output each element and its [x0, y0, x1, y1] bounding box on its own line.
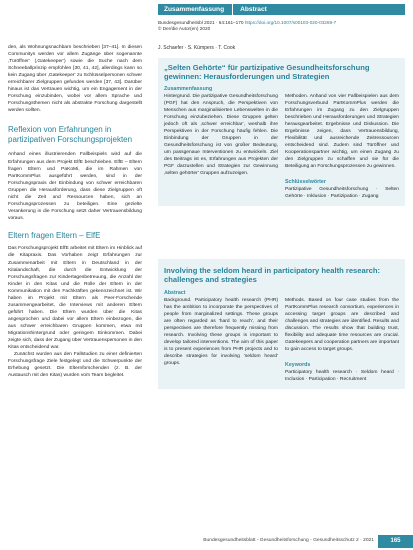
- english-abstract-box: [158, 259, 405, 389]
- right-column: [158, 0, 405, 383]
- header-separator: [232, 4, 233, 15]
- german-keywords-heading: Schlüsselwörter: [285, 179, 326, 186]
- left-column: [8, 44, 142, 379]
- footer-journal: Bundesgesundheitsblatt - Gesundheitsforschung - Gesundheitsschutz 2 · 2021: [203, 538, 374, 543]
- german-abstract-col1: Hintergrund. Die partizipative Gesundheitsforschung (PGF) hat den Anspruch, die Perspektiven von Menschen aus marginalisierten Lebenswelten in die Forschung einzubeziehen. Diese Gruppen gelten jedoch oft als ‚schwer erreichbar‘, weshalb ihre Perspektiven in der Forschung häufig fehlen. Die Einbindung der Gruppen in der Gesundheitsforschung ist von großer Bedeutung, um passgenaue Interventionen zu entwickeln. Ziel des Beitrags ist es, Erfahrungen aus Projekten der PGF darzustellen und Strategien zur Gewinnung ‚selten gehörter‘ Gruppen aufzuzeigen.: [164, 93, 278, 177]
- section-paragraph: Anhand eines illustrierenden Fallbeispiels wird auf die Erfahrungen aus dem Projekt ElfE beschrieben. ElfE – Eltern fragen Eltern und PaKoMi, die im Rahmen von PartKommPlus ausgeführt werden, sind in der Forschungspraxis der Einbindung von schwer erreichbaren Gruppen die Herausforderung, dass diese Zielgruppen oft nicht die Zeit und Ressourcen haben, sich an Forschungsprozessen zu beteiligen. Eine gezielte Verankerung in die Forschung setzt daher Vertrauensbildung voraus.: [8, 152, 142, 221]
- section-paragraph: Das Forschungsprojekt ElfE arbeitet mit Eltern im Hinblick auf die Kitapraxis. Das Vorhaben zeigt Erfahrungen zur Zusammenarbeit mit Eltern in Deutschland in der Kitalandschaft, die durch die Entwicklung der Forschungsfragen zur Kindertagesbetreuung, die Anzahl der Kinder in den Kitas und die Rolle der Eltern in der Kommunikation mit den Fachkräften gekennzeichnet ist. Wir haben im Projekt mit Eltern als Peer-Forschende zusammengearbeitet, die Interviews mit anderen Eltern geführt haben. Die Eltern wurden über die Kitas angesprochen und dabei vor allem Eltern einbezogen, die aus schwer erreichbaren Gruppen kommen, etwa mit Migrationshintergrund oder geringem Einkommen. Dabei zeigte sich, dass der Zugang über Vertrauenspersonen in den Kitas entscheidend war.: [8, 246, 142, 351]
- abstract-label: Abstract: [240, 6, 267, 13]
- english-keywords-heading: Keywords: [285, 362, 311, 369]
- page-number: 165: [378, 535, 413, 548]
- german-abstract-columns: [164, 93, 399, 201]
- citation-meta: [158, 20, 405, 33]
- doi-link[interactable]: https://doi.org/10.1007/s00103-020-03269-7: [244, 20, 337, 25]
- authors-line: J. Schaefer · S. Kümpers · T. Cook: [158, 44, 236, 51]
- german-title: „Selten Gehörte“ für partizipative Gesundheitsforschung gewinnen: Herausforderungen und Strategien: [164, 62, 370, 82]
- german-subhead: Zusammenfassung: [164, 85, 213, 92]
- english-abstract-col1: Background. Participatory health research (PHR) has the ambition to incorporate the perspectives of people from marginalized settings. These groups are often regarded as ‘hard to reach’, and their perspectives are therefore frequently missing from research. Involving these groups is important to develop tailored interventions. The aim of this paper is to present experiences from PHR projects and to describe strategies for involving ‘seldom heard’ groups.: [164, 297, 278, 367]
- intro-paragraph: den, als Wohnungsnachbarn beschrieben [37–41]. In diesen Communitys werden vor allem Zugänge über sogenannte ‚Türöffner‘ (‚Gatekeeper‘) sowie die Suche nach dem Schneeballprinzip empfohlen [30, 41, 42], allerdings kann so kein Zugang über ‚Gatekeeper‘ zu Schlüsselpersonen schwer erreichbarer Zielgruppen gefunden werden [37, 43]. Darüber hinaus ist das Vertrauen wichtig, um ein Engagement in der Forschung einzubinden, wobei vor allem Sprache und Forschungsthemen nicht als abstrakte Forschung dargestellt werden sollten.: [8, 45, 142, 114]
- zusammenfassung-label: Zusammenfassung: [164, 6, 225, 13]
- journal-citation: Bundesgesundheitsbl 2021 · 64:161–170: [158, 20, 244, 25]
- english-abstract-columns: [164, 297, 399, 383]
- section-heading-reflexion: Reflexion von Erfahrungen in partizipativen Forschungsprojekten: [8, 125, 133, 144]
- page-footer: [0, 535, 413, 550]
- english-subhead: Abstract: [164, 289, 186, 296]
- german-keywords: Partizipative Gesundheitsforschung · Selten Gehörte · Inklusion · Partizipation · Zugang: [285, 187, 399, 200]
- copyright-notice: © Der/die Autor(en) 2020: [158, 26, 211, 32]
- english-abstract-col2: Methods. Based on four case studies from the PartKommPlus research consortium, experiences in accessing target groups are described and challenges and strategies are identified. Results and discussion. The results show that building trust, flexibility and adequate time resources are crucial. Gatekeepers and cooperation partners are important to gain access to target groups.: [285, 297, 399, 353]
- section-heading-elfe: Eltern fragen Eltern – ElfE: [8, 230, 101, 240]
- section-paragraph: Zunächst wurden aus den Fallstudien zu einer definierten Forschungsfrage Ziele festgelegt und die Schwerpunkte der Erhebung gesetzt. Die Elternforschenden (z. B. der Austausch mit den Kitas) wurden vom Team begleitet.: [8, 352, 142, 379]
- german-abstract-col2: Methoden. Anhand von vier Fallbeispielen aus dem Forschungsverbund PartKommPlus werden die Erfahrungen im Zugang zu den Zielgruppen beschrieben und Herausforderungen und Strategien herausgearbeitet. Ergebnisse und Diskussion. Die Ergebnisse zeigen, dass Vertrauensbildung, Flexibilität und ausreichende Zeitressourcen entscheidend sind. Zudem sind Türöffner und Kooperationspartner wichtig, um einen Zugang zu den Zielgruppen zu schaffen und sie für die Beteiligung an Forschungsprozessen zu gewinnen.: [285, 93, 399, 170]
- german-abstract-box: [158, 58, 405, 206]
- summary-header-bar: [158, 4, 405, 15]
- english-keywords: Participatory health research · Seldom heard · Inclusion · Participation · Recruitment: [285, 370, 399, 383]
- english-title: Involving the seldom heard in participatory health research: challenges and strategies: [164, 266, 381, 285]
